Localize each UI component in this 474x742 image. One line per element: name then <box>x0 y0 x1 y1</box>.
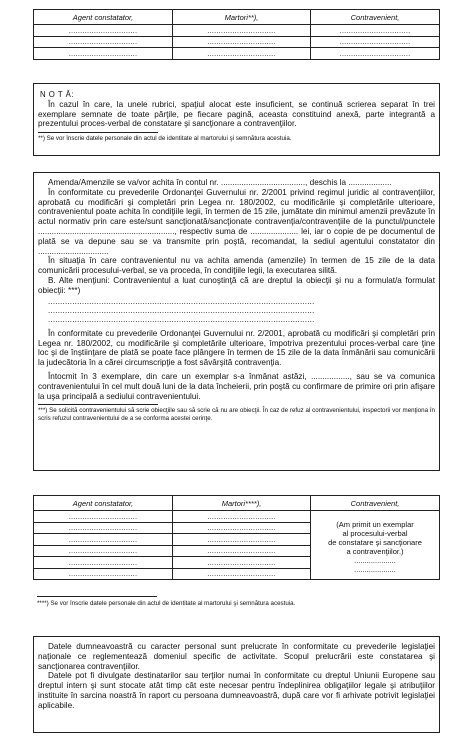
martori-field[interactable]: .............................. <box>173 48 311 60</box>
nota-box <box>33 83 440 156</box>
header-contravenient: Contravenient, <box>311 496 440 511</box>
martori-field[interactable]: .............................. <box>173 557 311 569</box>
contravenient-field[interactable]: ............................... <box>311 36 440 48</box>
reduced-fine-paragraph: În conformitate cu prevederile Ordonanţei Guvernului nr. 2/2001 privind regimul juridic al contravenţiilor, aprobată cu modificări şi completări prin Legea nr. 180/2002, cu modificările şi completările ulterioare, contravenientul poate achita în condiţiile legii, în termen de 15 zile, jumătate din minimul amenzii prevăzute în actul normativ prin care este/sunt sancţionată/sancţionate contravenţia/contravenţiile de la punctul/punctele ............................................................, respectiv suma de ..................... lei, iar o copie de pe documentul de plată se va depune sau se va transmite prin poştă, recomandat, la sediul agentului constatator din ............................... <box>38 187 435 256</box>
enforcement-paragraph: În situaţia în care contravenientul nu va achita amenda (amenzile) în termen de 15 zile de la data comunicării procesului-verbal, se va proceda, în condiţiile legii, la executarea silită. <box>38 256 435 276</box>
agent-field[interactable]: .............................. <box>34 36 173 48</box>
martori-field[interactable]: .............................. <box>173 36 311 48</box>
header-contravenient: Contravenient, <box>311 10 440 25</box>
contravenient-field[interactable]: .................... <box>354 565 396 574</box>
complaint-paragraph: În conformitate cu prevederile Ordonanţei Guvernului nr. 2/2001, aprobată cu modificări şi completări prin Legea nr. 180/2002, cu modificările şi completările ulterioare, împotriva prezentului proces-verbal care ţine loc şi de înştiinţare de plată se poate face plângere în termen de 15 zile de la data înmânării sau comunicării la judecătoria în a cărei circumscripţie a fost săvârşită contravenţia. <box>38 328 435 368</box>
copies-paragraph: Întocmit în 3 exemplare, din care un exemplar s-a înmânat astăzi, ................., sau se va comunica contravenientului în cel mult două luni de la data încheierii, prin poştă cu confirmare de primire ori prin afişare la uşa principală a sediului contravenientului. <box>38 371 435 401</box>
martori-field[interactable]: .............................. <box>173 511 311 523</box>
signature-table-top <box>33 9 440 60</box>
table-header-row <box>34 10 440 25</box>
agent-field[interactable]: .............................. <box>34 545 173 557</box>
agent-field[interactable]: .............................. <box>34 568 173 580</box>
receipt-text: (Am primit un exemplar <box>336 520 414 529</box>
header-agent: Agent constatator, <box>34 10 173 25</box>
nota-footnote: **) Se vor înscrie datele personale din actul de identitate al martorului şi semnătura acestuia. <box>38 135 292 143</box>
witness-footnote: ****) Se vor înscrie datele personale din actul de identitate al martorului şi semnătura acestuia. <box>37 600 296 607</box>
table-header-row <box>34 496 440 511</box>
contravenient-field[interactable]: .................... <box>354 556 396 565</box>
martori-field[interactable]: .............................. <box>173 25 311 37</box>
table-row <box>34 36 440 48</box>
privacy-paragraph-disclosure: Datele pot fi divulgate destinatarilor sau terţilor numai în conformitate cu dreptul Uniunii Europene sau dreptul intern şi sunt stocate atât timp cât este necesar pentru îndeplinirea obligaţiilor legale şi atribuţiilor instituite în sarcina noastră în raport cu persoana dumneavoastră, după care vor fi arhivate potrivit legislaţiei aplicabile. <box>38 671 435 710</box>
martori-field[interactable]: .............................. <box>173 534 311 546</box>
receipt-text: al procesului-verbal <box>342 529 408 538</box>
privacy-box <box>33 636 440 733</box>
contravenient-receipt-cell <box>311 511 440 580</box>
contravenient-field[interactable]: ............................... <box>311 25 440 37</box>
header-martori: Martori****), <box>173 496 311 511</box>
agent-field[interactable]: .............................. <box>34 534 173 546</box>
martori-field[interactable]: .............................. <box>173 522 311 534</box>
objections-paragraph: B. Alte menţiuni: Contravenientul a luat cunoştinţă că are dreptul la obiecţii şi nu a formulat/a formulat obiecţii: ***) <box>38 275 435 295</box>
privacy-paragraph-processing: Datele dumneavoastră cu caracter personal sunt prelucrate în conformitate cu prevederile legislaţiei naţionale ce reglementează domeniul specific de activitate. Scopul prelucrării este constatarea şi sancţionarea contravenţiilor. <box>38 642 435 671</box>
header-martori: Martori**), <box>173 10 311 25</box>
martori-field[interactable]: .............................. <box>173 545 311 557</box>
agent-field[interactable]: .............................. <box>34 48 173 60</box>
agent-field[interactable]: .............................. <box>34 522 173 534</box>
agent-field[interactable]: .............................. <box>34 511 173 523</box>
agent-field[interactable]: .............................. <box>34 557 173 569</box>
footnote-divider <box>38 132 158 133</box>
footnote-divider <box>37 596 157 597</box>
contravenient-field[interactable]: ............................... <box>311 48 440 60</box>
header-agent: Agent constatator, <box>34 496 173 511</box>
table-row <box>34 48 440 60</box>
agent-field[interactable]: .............................. <box>34 25 173 37</box>
signature-table-bottom <box>33 495 440 580</box>
objection-line[interactable]: .............................................................................................................. <box>48 296 315 306</box>
martori-field[interactable]: .............................. <box>173 568 311 580</box>
receipt-text: a contravenţiilor.) <box>346 547 404 556</box>
objection-line[interactable]: .............................................................................................................. <box>48 315 315 325</box>
nota-text: În cazul în care, la unele rubrici, spaţiul alocat este insuficient, se continuă scrierea separat în trei exemplare semnate de toate părţile, pe fiecare pagină, aceasta constituind anexă, parte integrantă a prezentului proces-verbal de constatare şi sancţionare a contravenţiilor. <box>38 99 435 129</box>
objections-footnote: ***) Se solicită contravenientului să scrie obiecţiile sau să scrie că nu are obiecţii. În caz de refuz al contravenientului, inspectorii vor menţiona în scris refuzul contravenientului de a se conforma acestei cerinţe. <box>38 407 435 422</box>
receipt-text: de constatare şi sancţionare <box>328 538 422 547</box>
main-text-box <box>33 172 440 471</box>
nota-title: N O T Ă: <box>40 90 75 99</box>
payment-account-paragraph: Amenda/Amenzile se va/vor achita în contul nr. ....................................., deschis la ................... <box>48 178 392 187</box>
footnote-divider <box>38 404 158 405</box>
objections-lines[interactable] <box>38 297 435 325</box>
table-row <box>34 25 440 37</box>
objection-line[interactable]: .............................................................................................................. <box>48 305 315 315</box>
table-row <box>34 511 440 523</box>
